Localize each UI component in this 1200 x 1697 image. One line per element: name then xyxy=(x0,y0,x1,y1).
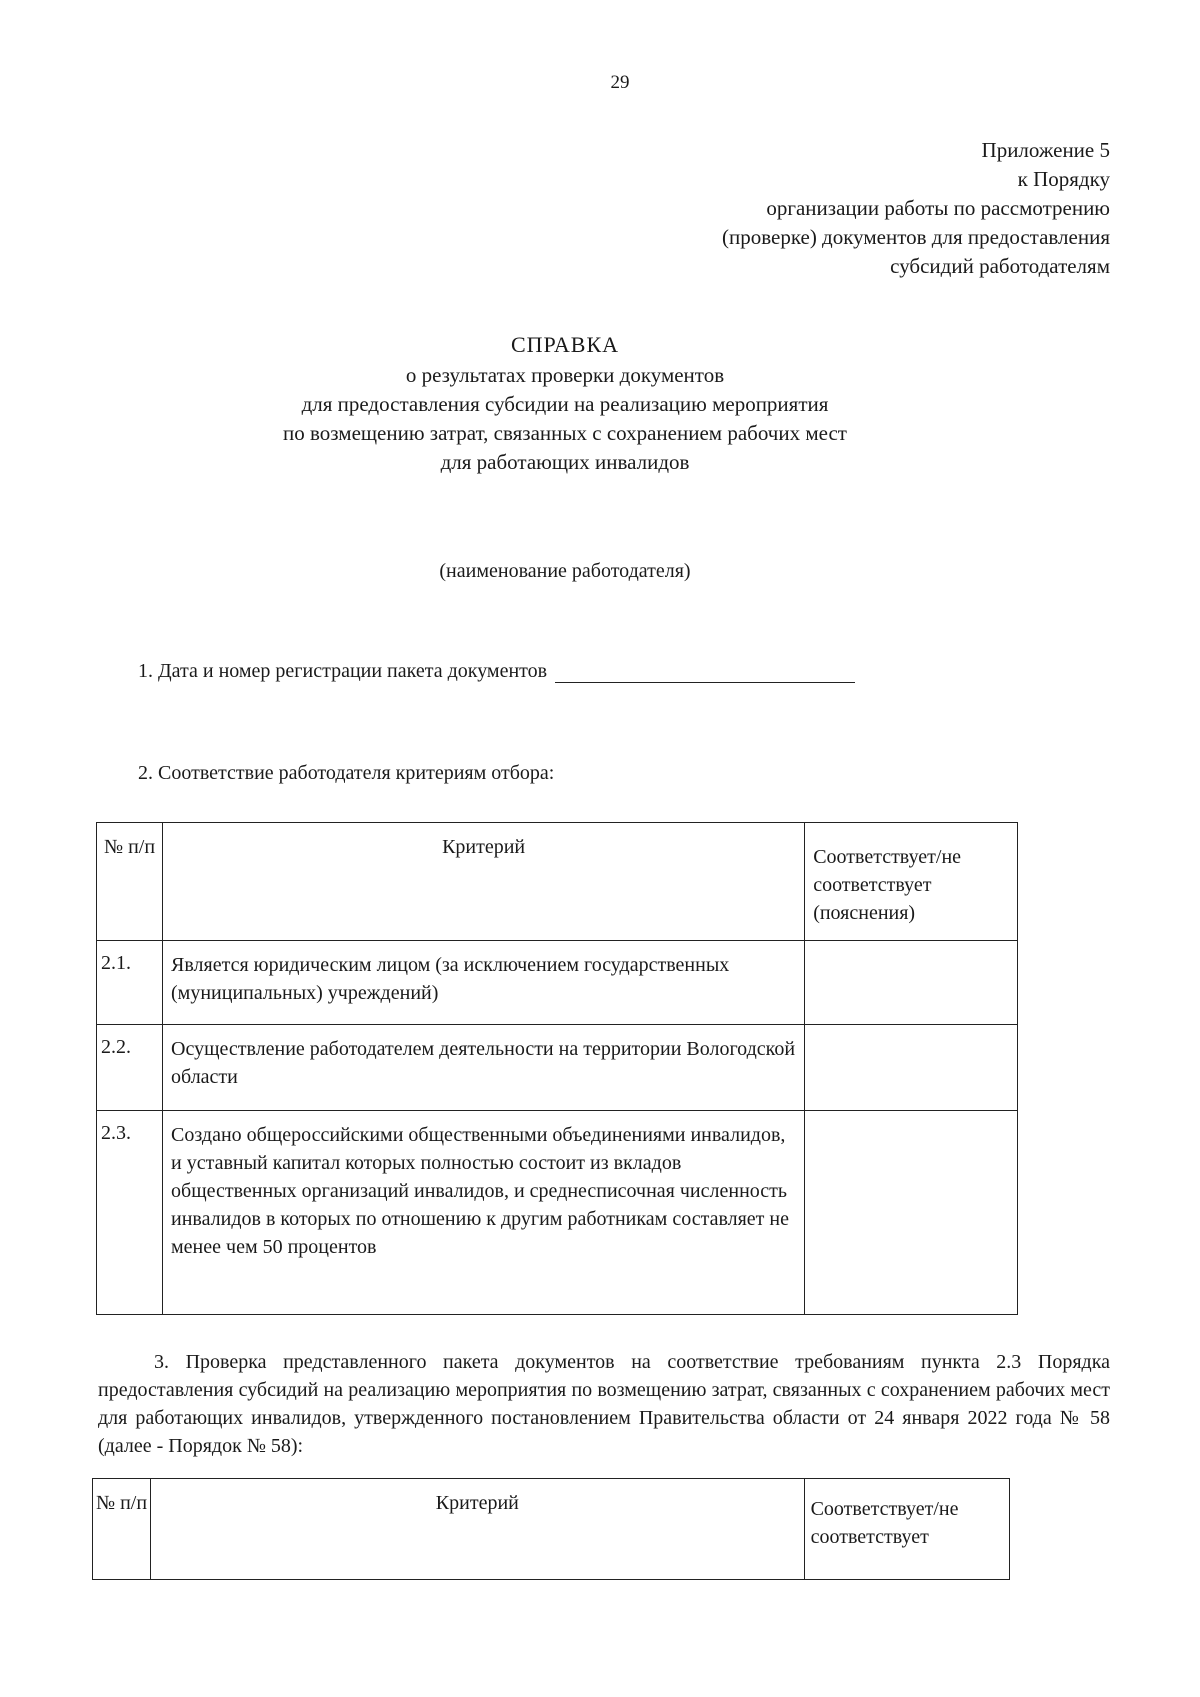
item-2-label: 2. Соответствие работодателя критериям отбора: xyxy=(138,762,555,784)
item-3-paragraph xyxy=(98,1348,1110,1460)
page-number: 29 xyxy=(610,72,630,93)
header-result: Соответствует/не соответствует (пояснения) xyxy=(805,823,1018,941)
employer-caption: (наименование работодателя) xyxy=(439,560,691,582)
appendix-header xyxy=(722,136,1110,281)
appendix-line: к Порядку xyxy=(1017,167,1110,191)
title-line: для предоставления субсидии на реализацию мероприятия xyxy=(301,392,829,416)
table-header-row xyxy=(93,1479,1010,1580)
table-row xyxy=(97,1025,1018,1111)
item-1-label: 1. Дата и номер регистрации пакета документов xyxy=(138,660,548,682)
row-criterion: Является юридическим лицом (за исключением государственных (муниципальных) учреждений) xyxy=(163,941,805,1025)
document-title xyxy=(0,330,1130,477)
appendix-line: субсидий работодателям xyxy=(890,254,1110,278)
registration-blank-line xyxy=(555,662,855,683)
title-main: СПРАВКА xyxy=(510,332,620,357)
table-header-row xyxy=(97,823,1018,941)
criteria-table xyxy=(96,822,1018,1315)
row-criterion: Создано общероссийскими общественными объединениями инвалидов, и уставный капитал которых полностью состоит из вкладов общественных организаций инвалидов, и среднесписочная численность инвалидов в которых по отношению к другим работникам составляет не менее чем 50 процентов xyxy=(163,1111,805,1315)
table-row xyxy=(97,941,1018,1025)
row-result xyxy=(805,1111,1018,1315)
title-line: для работающих инвалидов xyxy=(440,450,690,474)
header-criterion: Критерий xyxy=(151,1479,805,1580)
header-num: № п/п xyxy=(93,1479,151,1580)
row-criterion: Осуществление работодателем деятельности на территории Вологодской области xyxy=(163,1025,805,1111)
row-result xyxy=(805,941,1018,1025)
row-num: 2.1. xyxy=(97,941,163,1025)
header-criterion: Критерий xyxy=(163,823,805,941)
row-result xyxy=(805,1025,1018,1111)
title-line: о результатах проверки документов xyxy=(405,363,725,387)
document-check-table xyxy=(92,1478,1010,1580)
row-num: 2.2. xyxy=(97,1025,163,1111)
table-row xyxy=(97,1111,1018,1315)
header-result: Соответствует/не соответствует xyxy=(804,1479,1009,1580)
header-num: № п/п xyxy=(97,823,163,941)
item-3-text: 3. Проверка представленного пакета документов на соответствие требованиям пункта 2.3 Порядка предоставления субсидий на реализацию мероприятия по возмещению затрат, связанных с сохранением рабочих мест для работающих инвалидов, утвержденного постановлением Правительства области от 24 января 2022 года № 58 (далее - Порядок № 58): xyxy=(98,1351,1110,1457)
item-1-registration xyxy=(138,660,855,683)
title-line: по возмещению затрат, связанных с сохранением рабочих мест xyxy=(283,421,847,445)
appendix-line: организации работы по рассмотрению xyxy=(766,196,1110,220)
appendix-line: Приложение 5 xyxy=(981,138,1110,162)
row-num: 2.3. xyxy=(97,1111,163,1315)
appendix-line: (проверке) документов для предоставления xyxy=(721,225,1110,249)
